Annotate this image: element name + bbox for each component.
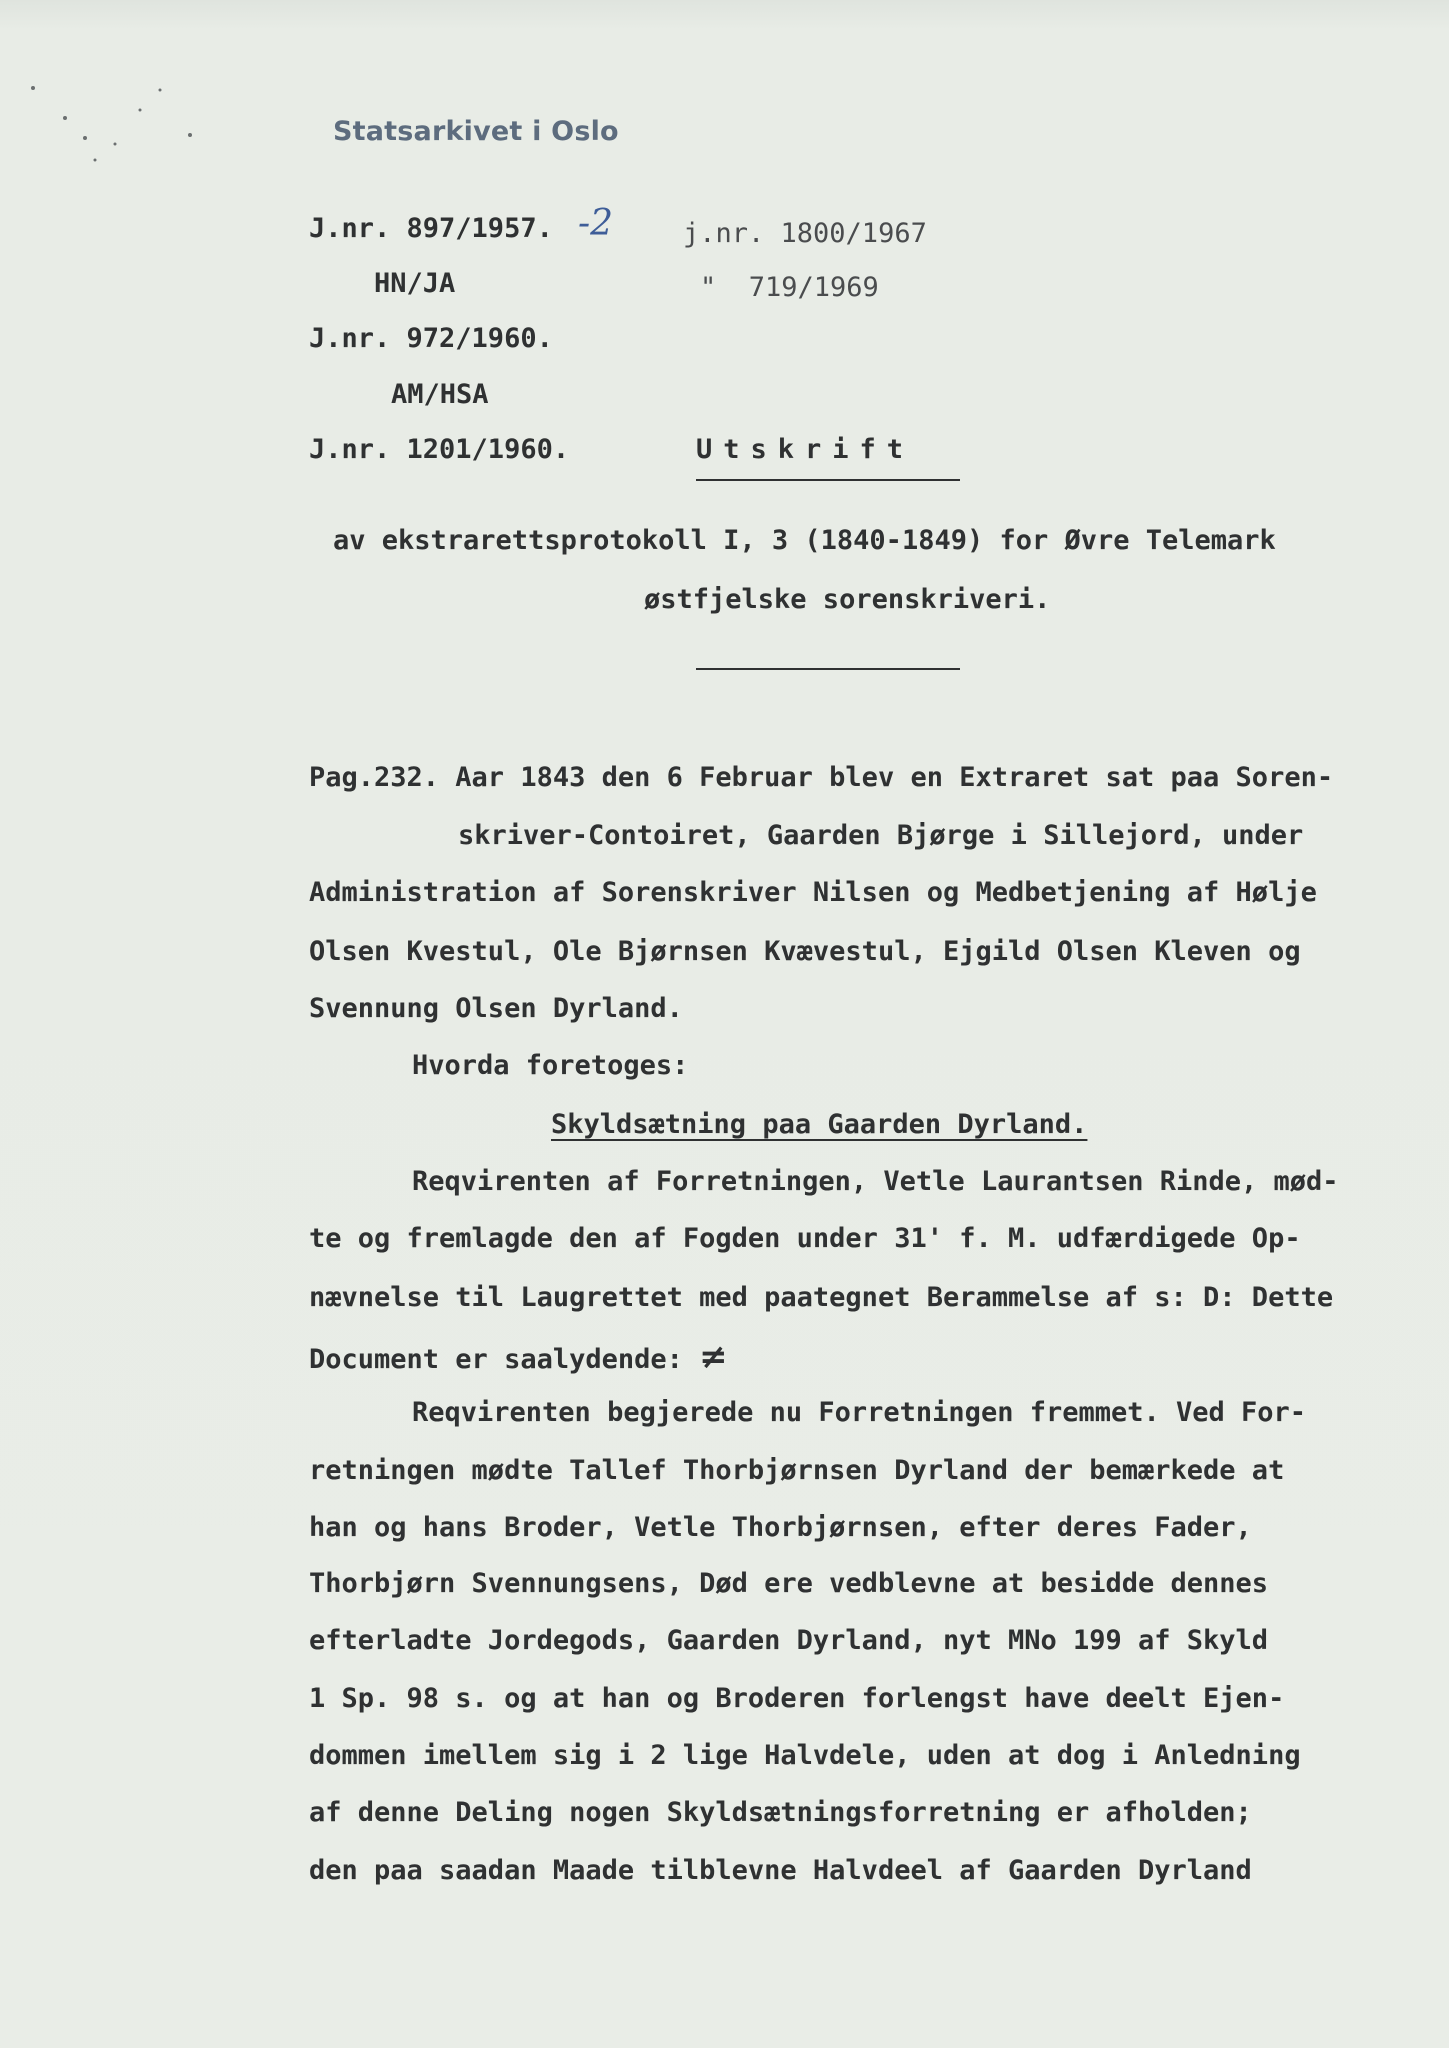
not-equal-mark: ≠ [699, 1337, 728, 1377]
body-line: 1 Sp. 98 s. og at han og Broderen forlengst have deelt Ejen- [309, 1683, 1285, 1714]
ref-line-3: J.nr. 1201/1960. [309, 434, 570, 465]
ref-initials-1: HN/JA [374, 268, 456, 299]
handwritten-suffix: -2 [578, 203, 614, 244]
body-line: te og fremlagde den af Fogden under 31' f. M. udfærdigede Op- [309, 1223, 1301, 1254]
section-heading: Skyldsætning paa Gaarden Dyrland. [551, 1109, 1088, 1140]
body-line: skriver-Contoiret, Gaarden Bjørge i Sillejord, under [458, 820, 1304, 851]
ref-line-2: J.nr. 972/1960. [309, 323, 553, 354]
body-line: retningen mødte Tallef Thorbjørnsen Dyrland der bemærkede at [309, 1455, 1285, 1486]
body-line: han og hans Broder, Vetle Thorbjørnsen, efter deres Fader, [309, 1512, 1252, 1543]
right-ref-1: j.nr. 1800/1967 [683, 218, 927, 249]
subtitle-line-2: østfjelske sorenskriveri. [644, 584, 1051, 615]
body-line: Administration af Sorenskriver Nilsen og Medbetjening af Hølje [309, 877, 1317, 908]
right-ref-2: " 719/1969 [700, 272, 879, 303]
subtitle-line-1: av ekstrarettsprotokoll I, 3 (1840-1849) for Øvre Telemark [333, 525, 1276, 556]
ref-initials-2: AM/HSA [391, 379, 489, 410]
ref-line-1: J.nr. 897/1957. [309, 213, 553, 244]
body-line: Pag.232. Aar 1843 den 6 Februar blev en Extraret sat paa Soren- [309, 762, 1334, 793]
document-title: Utskrift [696, 434, 915, 465]
paper-speckles [25, 80, 205, 190]
archive-stamp: Statsarkivet i Oslo [333, 116, 619, 147]
body-line: Hvorda foretoges: [412, 1050, 689, 1081]
body-line: Svennung Olsen Dyrland. [309, 993, 683, 1024]
body-line: Document er saalydende: ≠ [309, 1337, 728, 1377]
body-line: Reqvirenten begjerede nu Forretningen fremmet. Ved For- [412, 1397, 1307, 1428]
body-line: dommen imellem sig i 2 lige Halvdele, uden at dog i Anledning [309, 1740, 1301, 1771]
body-line: Olsen Kvestul, Ole Bjørnsen Kvævestul, Ejgild Olsen Kleven og [309, 936, 1301, 967]
body-line: efterladte Jordegods, Gaarden Dyrland, nyt MNo 199 af Skyld [309, 1625, 1269, 1656]
body-line: af denne Deling nogen Skyldsætningsforretning er afholden; [309, 1797, 1252, 1828]
section-divider [696, 668, 960, 670]
title-underline [696, 479, 960, 481]
body-line: Reqvirenten af Forretningen, Vetle Laurantsen Rinde, mød- [412, 1166, 1339, 1197]
body-line: den paa saadan Maade tilblevne Halvdeel af Gaarden Dyrland [309, 1855, 1252, 1886]
body-line: nævnelse til Laugrettet med paategnet Berammelse af s: D: Dette [309, 1282, 1334, 1313]
body-line: Thorbjørn Svennungsens, Død ere vedblevne at besidde dennes [309, 1568, 1269, 1599]
